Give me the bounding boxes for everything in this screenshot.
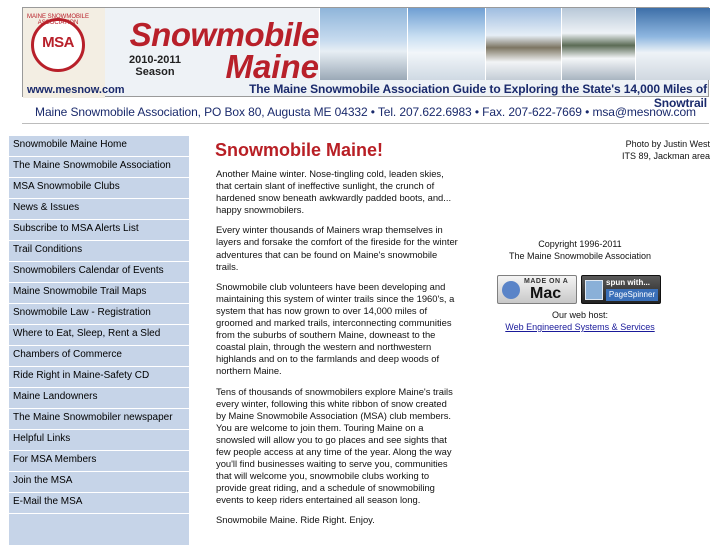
nav-item-links[interactable]: Helpful Links — [9, 430, 189, 451]
photo-credit-author: Photo by Justin West — [625, 139, 710, 149]
article-paragraph: Every winter thousands of Mainers wrap themselves in layers and forsake the comfort of the fireside for the winter adventures that can be found on Maine's snowmobile trails. — [216, 224, 458, 272]
divider — [22, 123, 709, 124]
banner-photo — [485, 8, 561, 80]
banner-photos — [319, 8, 710, 80]
header-banner — [22, 7, 709, 110]
nav-item-news[interactable]: News & Issues — [9, 199, 189, 220]
nav-item-chambers[interactable]: Chambers of Commerce — [9, 346, 189, 367]
badges — [497, 275, 667, 306]
nav-item-alerts[interactable]: Subscribe to MSA Alerts List — [9, 220, 189, 241]
site-title-line1: Snowmobile — [129, 16, 319, 53]
nav-item-home[interactable]: Snowmobile Maine Home — [9, 136, 189, 157]
apple-icon — [502, 281, 520, 299]
pagespinner-badge[interactable] — [581, 275, 661, 304]
nav-item-eat-sleep[interactable]: Where to Eat, Sleep, Rent a Sled — [9, 325, 189, 346]
nav-item-association[interactable]: The Maine Snowmobile Association — [9, 157, 189, 178]
nav-item-trail-maps[interactable]: Maine Snowmobile Trail Maps — [9, 283, 189, 304]
site-tagline: The Maine Snowmobile Association Guide to Exploring the State's 14,000 Miles of Snowtrail — [249, 82, 707, 110]
nav-item-members[interactable]: For MSA Members — [9, 451, 189, 472]
nav-item-clubs[interactable]: MSA Snowmobile Clubs — [9, 178, 189, 199]
page-title: Snowmobile Maine! — [215, 140, 384, 160]
sidebar-nav — [9, 136, 189, 545]
article-paragraph: Snowmobile Maine. Ride Right. Enjoy. — [216, 514, 375, 526]
badge-mac-caption: MADE ON A — [524, 278, 569, 285]
banner-photo — [319, 8, 407, 80]
article-paragraph: Snowmobile club volunteers have been developing and maintaining this system of winter trails since the 1960's, a system that has now grown to over 14,000 miles of groomed and marked trails, interconnecting communities from the suburbs of southern Maine, downeast to the coastal plain, through the western and northwestern highlands and on to the farmlands and deep woods of northern Maine. — [216, 280, 455, 377]
logo-text: MSA — [42, 34, 74, 51]
season-word: Season — [135, 66, 175, 78]
nav-item-law[interactable]: Snowmobile Law - Registration — [9, 304, 189, 325]
banner-photo — [407, 8, 485, 80]
nav-item-newspaper[interactable]: The Maine Snowmobiler newspaper — [9, 409, 189, 430]
site-url: www.mesnow.com — [27, 84, 125, 96]
nav-item-landowners[interactable]: Maine Landowners — [9, 388, 189, 409]
web-host — [480, 309, 680, 333]
contact-address: Maine Snowmobile Association, PO Box 80, Augusta ME 04332 • Tel. 207.622.6983 • Fax. 207-622-7669 • msa@mesnow.com — [35, 105, 696, 119]
copyright-years: Copyright 1996-2011 — [538, 239, 622, 249]
nav-item-join[interactable]: Join the MSA — [9, 472, 189, 493]
copyright-owner: The Maine Snowmobile Association — [508, 251, 652, 261]
nav-item-trail-conditions[interactable]: Trail Conditions — [9, 241, 189, 262]
article-paragraph: Another Maine winter. Nose-tingling cold, leaden skies, that certain slant of ineffective sunlight, the crunch of hardened snow beneath awkwardly padded boots, and... happy snowmobilers. — [216, 168, 452, 216]
badge-ps-caption: spun with... — [606, 278, 650, 287]
season-years: 2010-2011 — [129, 54, 181, 66]
nav-item-safety-cd[interactable]: Ride Right in Maine-Safety CD — [9, 367, 189, 388]
web-host-link[interactable]: Web Engineered Systems & Services — [505, 322, 655, 332]
pagespinner-icon — [585, 280, 603, 300]
copyright — [480, 238, 680, 262]
made-on-mac-badge[interactable] — [497, 275, 577, 304]
badge-ps-title: PageSpinner — [606, 289, 658, 301]
logo-ring-text: MAINE SNOWMOBILE ASSOCIATION — [27, 14, 90, 26]
web-host-label: Our web host: — [551, 310, 609, 320]
nav-item-calendar[interactable]: Snowmobilers Calendar of Events — [9, 262, 189, 283]
site-title-line2: Maine — [225, 48, 319, 85]
photo-credit-location: ITS 89, Jackman area — [621, 151, 710, 161]
article-paragraph: Tens of thousands of snowmobilers explore Maine's trails every winter, following this white ribbon of snow created by Maine Snowmobile Association (MSA) club members. You are welcome to join them. Touring Maine on a snowsled will allow you to go places and see sights that few people access at any time of the year. Along the way you'll find businesses waiting to serve you, communities that will welcome you, snowmobile clubs working to provide great riding, and a schedule of snowmobiling events to keep riders entertained all season long. — [216, 385, 453, 506]
badge-mac-title: Mac — [530, 285, 562, 302]
photo-credit — [560, 138, 710, 162]
nav-item-email[interactable]: E-Mail the MSA — [9, 493, 189, 514]
banner-photo — [561, 8, 635, 80]
banner-photo — [635, 8, 710, 80]
article-body — [216, 168, 458, 535]
